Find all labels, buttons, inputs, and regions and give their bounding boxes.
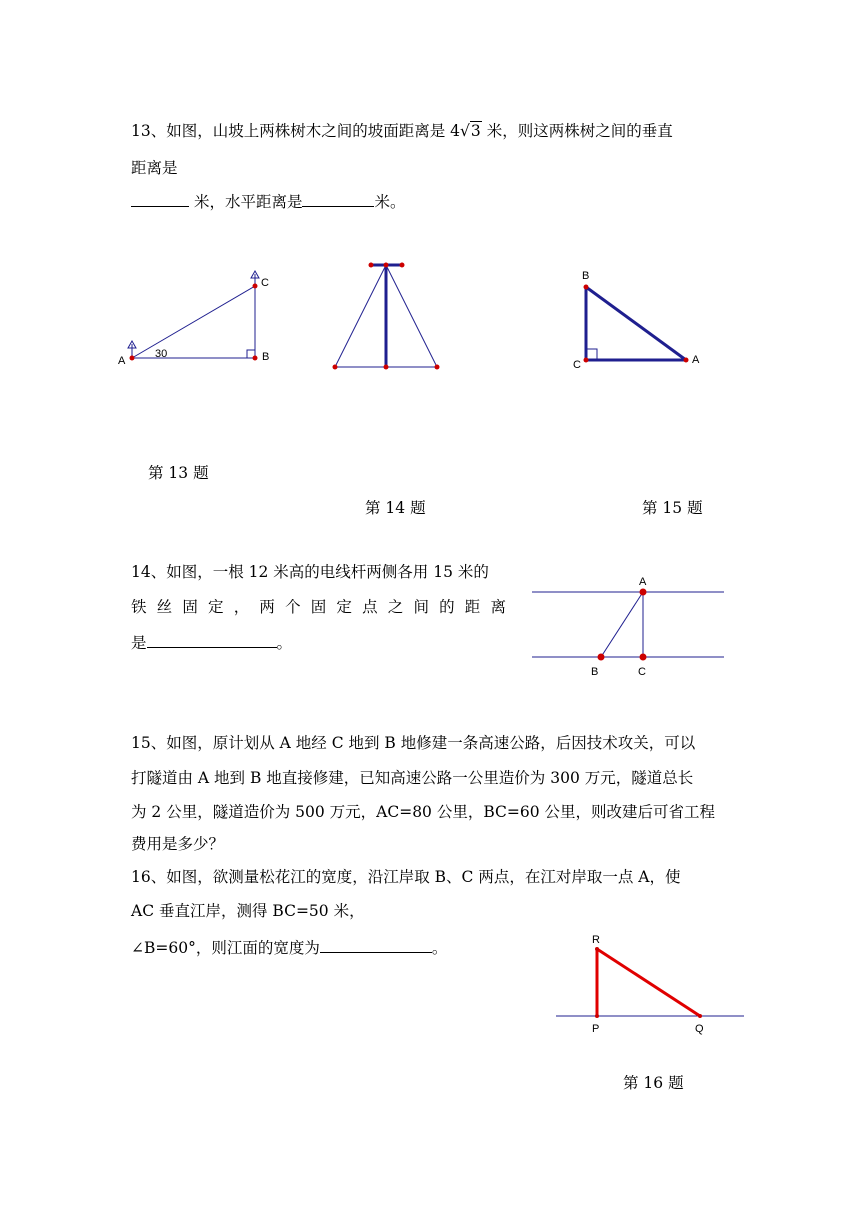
q13-text-part2: 米，则这两株树之间的垂直 (486, 122, 673, 140)
fig13-point-c (253, 284, 258, 289)
q14-line2: 铁丝固定，两个固定点之间的距离 (131, 598, 506, 616)
figpl-label-b: B (591, 666, 599, 678)
figure-13 (110, 262, 280, 374)
fig14-point-top-mid (384, 263, 389, 268)
q13-answer-blank-2[interactable] (302, 191, 374, 207)
fig14-wire-left (335, 265, 386, 367)
q13-line2: 距离是 (131, 159, 178, 177)
fig13-label-a: A (118, 355, 126, 367)
q14-line3-suffix: 。 (276, 634, 293, 652)
figure-16 (552, 930, 748, 1038)
q16-line3 (131, 937, 447, 958)
q13-unit2: 米。 (374, 193, 406, 211)
q15-line1: 15、如图，原计划从 A 地经 C 地到 B 地修建一条高速公路，后因技术攻关，可以 (131, 734, 696, 752)
q16-line3-suffix: 。 (431, 939, 448, 957)
fig16-label-p: P (592, 1023, 600, 1035)
fig15-point-b (584, 285, 589, 290)
q14-line3-prefix: 是 (131, 634, 147, 652)
q14-line3 (131, 632, 292, 653)
fig13-angle-label: 30 (155, 348, 168, 360)
fig15-label-c: C (573, 359, 581, 371)
fig15-point-a (684, 358, 689, 363)
figure-14 (325, 258, 450, 373)
fig15-point-c (584, 358, 589, 363)
q13-answer-blank-1[interactable] (131, 191, 189, 207)
sqrt-radicand: 3 (470, 122, 481, 140)
fig15-label-b: B (582, 270, 590, 282)
figure-15 (565, 265, 715, 375)
fig13-point-b (253, 356, 258, 361)
fig16-point-r (595, 947, 599, 951)
fig16-label-q: Q (695, 1023, 704, 1035)
caption-14: 第 14 题 (365, 499, 426, 517)
q16-line1: 16、如图，欲测量松花江的宽度，沿江岸取 B、C 两点，在江对岸取一点 A，使 (131, 868, 681, 886)
q14-answer-blank[interactable] (147, 632, 277, 648)
q15-line4: 费用是多少？ (131, 835, 225, 853)
q16-answer-blank[interactable] (320, 937, 432, 953)
q15-line3: 为 2 公里，隧道造价为 500 万元，AC=80 公里，BC=60 公里，则改建后可省工程 (131, 803, 716, 821)
caption-13: 第 13 题 (148, 464, 209, 482)
fig16-point-q (698, 1014, 702, 1018)
fig15-line-ba (586, 287, 686, 360)
q13-line3 (131, 191, 405, 212)
fig13-line-ac (132, 286, 255, 358)
fig14-point-bottom-mid (384, 365, 389, 370)
q16-line3-prefix: ∠B=60°，则江面的宽度为 (131, 939, 320, 957)
fig14-point-top-left (369, 263, 374, 268)
fig13-label-c: C (261, 277, 269, 289)
q13-text-part1: 13、如图，山坡上两株树木之间的坡面距离是 4 (131, 122, 461, 140)
fig14-point-bottom-left (333, 365, 338, 370)
q16-line2: AC 垂直江岸，测得 BC=50 米， (131, 902, 365, 920)
fig15-label-a: A (692, 354, 700, 366)
figpl-point-a (640, 589, 647, 596)
fig14-wire-right (386, 265, 437, 367)
fig16-line-rq (597, 949, 700, 1016)
q13-line1 (131, 121, 673, 141)
fig13-label-b: B (262, 351, 270, 363)
fig16-label-r: R (592, 934, 600, 946)
figpl-point-b (598, 654, 605, 661)
q15-line2: 打隧道由 A 地到 B 地直接修建，已知高速公路一公里造价为 300 万元，隧道总长 (131, 769, 694, 787)
figure-parallel-lines (528, 572, 728, 682)
figpl-line-ab (601, 592, 643, 657)
sqrt-expression: √3 (460, 122, 481, 140)
fig16-point-p (595, 1014, 599, 1018)
caption-16: 第 16 题 (623, 1074, 684, 1092)
figpl-label-a: A (639, 576, 647, 588)
fig13-point-a (130, 356, 135, 361)
fig14-point-bottom-right (435, 365, 440, 370)
fig14-point-top-right (400, 263, 405, 268)
figpl-label-c: C (638, 666, 646, 678)
caption-15: 第 15 题 (642, 499, 703, 517)
figpl-point-c (640, 654, 647, 661)
q13-unit1: 米，水平距离是 (193, 193, 303, 211)
q14-line1: 14、如图，一根 12 米高的电线杆两侧各用 15 米的 (131, 563, 489, 581)
